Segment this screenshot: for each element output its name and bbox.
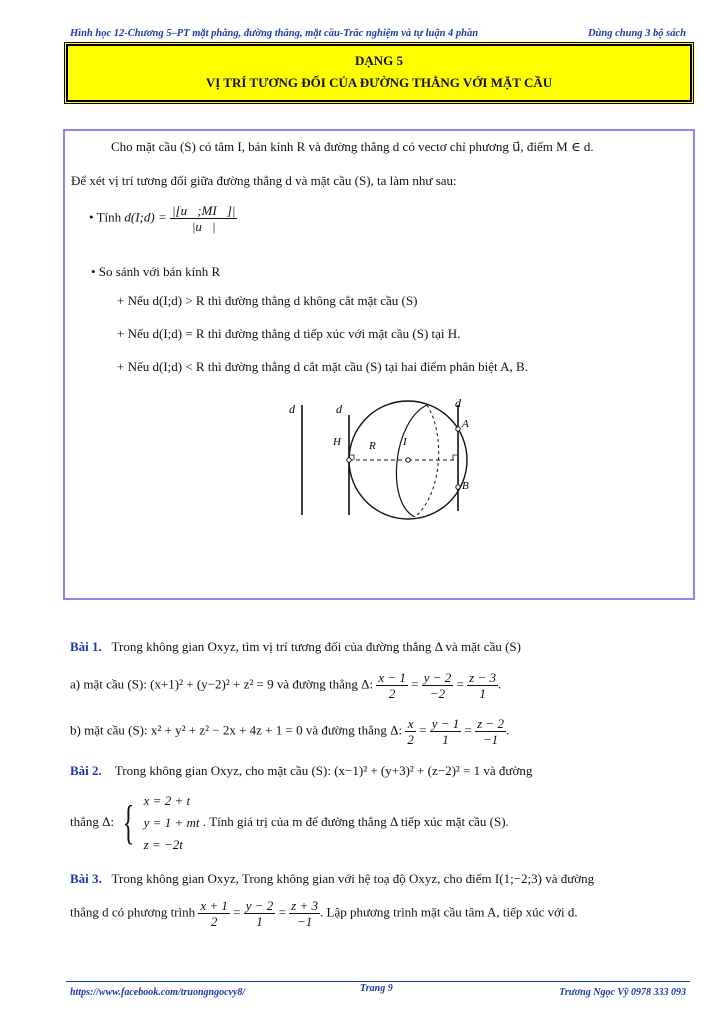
header-chapter: Hình học 12-Chương 5–PT mặt phẳng, đường thẳng, mặt cầu-Trắc nghiệm và tự luận 4 phần xyxy=(70,28,479,39)
footer-divider xyxy=(66,981,690,982)
system-brace: { xyxy=(123,796,135,849)
sphere-front-ellipse xyxy=(396,405,427,517)
fraction-1b-x: $\frac{x}{2}$ xyxy=(407,716,414,747)
step-1-label: • Tính xyxy=(89,209,122,225)
exercise-1-text: Trong không gian Oxyz, tìm vị trí tương đối của đường thẳng Δ và mặt cầu (S) xyxy=(111,639,521,654)
label-d-2: d xyxy=(336,402,342,416)
point-B xyxy=(456,485,460,489)
exercise-3 xyxy=(70,871,594,887)
label-R: R xyxy=(369,440,376,452)
exercise-1a: a) mặt cầu (S): (x+1)² + (y−2)² + z² = 9 và đường thẳng Δ: $\frac{x - 1}{2}$ = $\frac{y - 2}{-2}$ = $\frac{z - 3}{1}$ . xyxy=(70,670,502,701)
fraction-3-z: $\frac{z + 3}{-1}$ xyxy=(291,898,318,929)
footer-author: Trương Ngọc Vỹ 0978 333 093 xyxy=(559,987,686,998)
sphere-back-ellipse xyxy=(415,405,439,517)
point-A xyxy=(456,427,460,431)
exercise-2-prefix: thẳng Δ: xyxy=(70,813,115,829)
label-d-3: d xyxy=(455,396,461,410)
exercise-2-line xyxy=(70,790,509,856)
distance-formula-numerator: |[u⃗;MI⃗]| xyxy=(171,203,236,218)
fraction-3-x: $\frac{x + 1}{2}$ xyxy=(200,898,228,929)
footer-link[interactable]: https://www.facebook.com/truongngocvy8/ xyxy=(70,987,246,998)
header-book: Dùng chung 3 bộ sách xyxy=(587,28,686,39)
exercise-3-question: . Lập phương trình mặt cầu tâm A, tiếp xúc với d. xyxy=(320,904,578,920)
point-H xyxy=(347,458,351,462)
exercise-1b-text: b) mặt cầu (S): x² + y² + z² − 2x + 4z + 1 = 0 và đường thẳng Δ: xyxy=(70,722,403,738)
system-eq-x: x = 2 + t xyxy=(143,793,191,808)
exercise-1b: b) mặt cầu (S): x² + y² + z² − 2x + 4z + 1 = 0 và đường thẳng Δ: $\frac{x}{2}$ = $\frac{y - 1}{1}$ = $\frac{z - 2}{-1}$ . xyxy=(70,716,510,747)
header-divider xyxy=(66,42,690,43)
fraction-1b-z: $\frac{z - 2}{-1}$ xyxy=(477,716,504,747)
exercise-3-line: thẳng d có phương trình $\frac{x + 1}{2}$ = $\frac{y - 2}{1}$ = $\frac{z + 3}{-1}$ . Lập phương trình mặt cầu tâm A, tiếp xúc với d. xyxy=(70,898,578,929)
point-I xyxy=(406,458,410,462)
system-eq-z: z = −2t xyxy=(143,837,183,852)
theory-box xyxy=(63,129,695,600)
exercise-3-label: Bài 3. xyxy=(70,871,102,886)
exercise-3-prefix: thẳng d có phương trình xyxy=(70,904,196,920)
system-eq-y: y = 1 + mt xyxy=(143,815,200,830)
label-I: I xyxy=(403,436,407,448)
exercise-3-text: Trong không gian Oxyz, Trong không gian với hệ toạ độ Oxyz, cho điểm I(1;−2;3) và đường xyxy=(111,871,595,886)
step-2: • So sánh với bán kính R xyxy=(91,264,221,279)
fraction-3-y: $\frac{y - 2}{1}$ xyxy=(245,898,274,929)
theory-intro-1: Cho mặt cầu (S) có tâm I, bán kính R và đường thẳng d có vectơ chỉ phương u⃗, điểm M ∈ d. xyxy=(111,139,594,154)
section-title: VỊ TRÍ TƯƠNG ĐỐI CỦA ĐƯỜNG THẲNG VỚI MẶT CẦU xyxy=(205,75,553,90)
section-title-box xyxy=(66,44,692,102)
section-number: DẠNG 5 xyxy=(354,53,404,68)
fraction-1a-z: $\frac{z - 3}{1}$ xyxy=(469,670,496,701)
exercise-1 xyxy=(70,639,521,655)
sphere-line-figure xyxy=(275,393,475,523)
distance-formula-denominator: |u⃗| xyxy=(191,219,216,234)
fraction-1a-x: $\frac{x - 1}{2}$ xyxy=(378,670,406,701)
exercise-2 xyxy=(70,763,532,779)
exercise-1-label: Bài 1. xyxy=(70,639,102,654)
case-two-points: + Nếu d(I;d) < R thì đường thẳng d cắt mặt cầu (S) tại hai điểm phân biệt A, B. xyxy=(117,359,528,374)
exercise-2-text: Trong không gian Oxyz, cho mặt cầu (S): (x−1)² + (y+3)² + (z−2)² = 1 và đường xyxy=(114,763,533,778)
page-number: Trang 9 xyxy=(360,983,393,994)
fraction-1a-y: $\frac{y - 2}{-2}$ xyxy=(423,670,452,701)
exercise-2-label: Bài 2. xyxy=(70,763,102,778)
case-tangent: + Nếu d(I;d) = R thì đường thẳng d tiếp xúc với mặt cầu (S) tại H. xyxy=(117,326,461,341)
line-system xyxy=(144,790,200,856)
fraction-1b-y: $\frac{y - 1}{1}$ xyxy=(431,716,460,747)
label-d-1: d xyxy=(289,402,295,416)
case-no-intersection: + Nếu d(I;d) > R thì đường thẳng d không cắt mặt cầu (S) xyxy=(117,293,418,308)
exercise-2-question: . Tính giá trị của m để đường thẳng Δ tiếp xúc mặt cầu (S). xyxy=(202,813,509,829)
label-H: H xyxy=(333,436,341,448)
distance-formula xyxy=(170,203,237,234)
step-1 xyxy=(89,203,237,234)
theory-intro-2: Để xét vị trí tương đối giữa đường thẳng d và mặt cầu (S), ta làm như sau: xyxy=(71,173,457,188)
label-A: A xyxy=(462,418,469,430)
exercise-1a-text: a) mặt cầu (S): (x+1)² + (y−2)² + z² = 9 và đường thẳng Δ: xyxy=(70,676,374,692)
label-B: B xyxy=(462,480,469,492)
step-1-lhs: d(I;d) = xyxy=(124,209,167,225)
